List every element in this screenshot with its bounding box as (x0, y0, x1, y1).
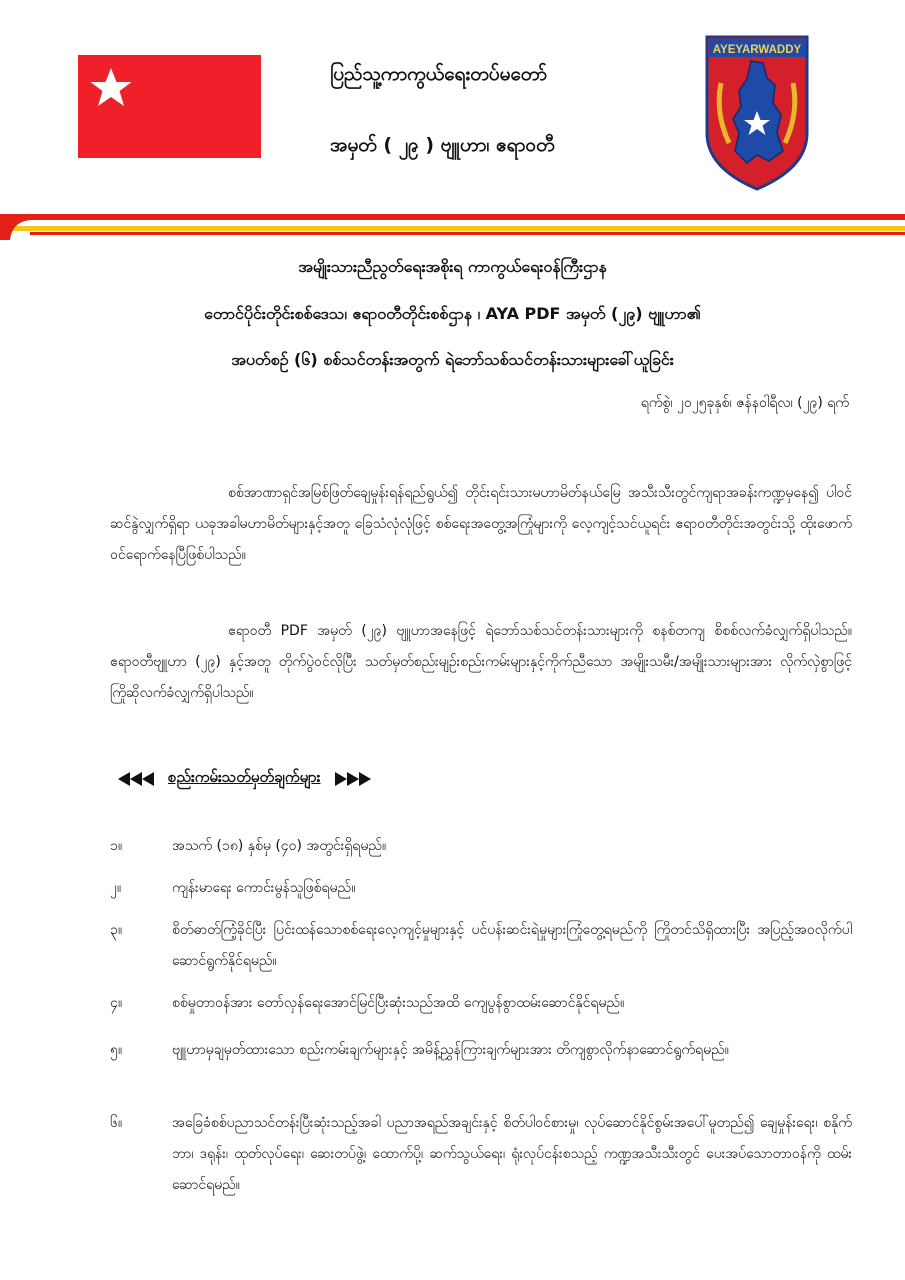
list-item (110, 1108, 852, 1201)
list-item (110, 831, 852, 862)
title-line-3: အပတ်စဉ် (၆) စစ်သင်တန်းအတွက် ရဲဘော်သစ်သင်တန်းသားများခေါ်ယူခြင်း (231, 350, 674, 369)
list-item-text: စစ်မှုတာဝန်အား တော်လှန်ရေးအောင်မြင်ပြီးဆုံးသည်အထိ ကျေပွန်စွာထမ်းဆောင်နိုင်ရမည်။ (172, 995, 625, 1011)
badge-text: AYEYARWADDY (712, 44, 802, 56)
document-date: ရက်စွဲ၊ ၂၀၂၅ခုနှစ်၊ ဇန်နဝါရီလ၊ (၂၉) ရက် (640, 395, 849, 411)
list-item (110, 988, 852, 1019)
double-left-arrow-icon (116, 771, 158, 787)
header-org-name: ပြည်သူ့ကာကွယ်ရေးတပ်မတော် (330, 63, 548, 85)
double-right-arrow-icon (331, 771, 373, 787)
list-item (110, 1035, 852, 1066)
intro-paragraph: စစ်အာဏာရှင်အမြစ်ဖြတ်ချေမှုန်းရန်ရည်ရွယ်၍ တိုင်းရင်းသားမဟာမိတ်နယ်မြေ အသီးသီးတွင်ကျရာအခန်းကဏ္ဍမှနေ၍ ပါဝင်ဆင်နွဲလျှက်ရှိရာ ယခုအခါမဟာမိတ်များနှင့်အတူ ခြေသံလုံလုံဖြင့် စစ်ရေးအတွေ့အကြုံများကို လေ့ကျင့်သင်ယူရင်း ဧရာဝတီတိုင်းအတွင်းသို့ ထိုးဖောက်ဝင်ရောက်နေပြီဖြစ်ပါသည်။ (110, 485, 852, 563)
list-item-number: ၅။ (110, 1042, 123, 1058)
header-stripe (0, 210, 905, 240)
list-item-number: ၂။ (110, 880, 122, 896)
rules-heading (116, 768, 373, 790)
ayeyarwaddy-badge (703, 33, 811, 193)
list-item-number: ၃။ (110, 922, 123, 938)
title-line-1: အမျိုးသားညီညွတ်ရေးအစိုးရ ကာကွယ်ရေးဝန်ကြီးဌာန (298, 257, 607, 276)
party-flag (78, 55, 261, 158)
list-item (110, 915, 852, 977)
white-star-icon (86, 63, 136, 113)
rules-title: စည်းကမ်းသတ်မှတ်ချက်များ (168, 768, 321, 786)
list-item-number: ၆။ (110, 1115, 123, 1131)
list-item-text: အသက် (၁၈) နှစ်မှ (၄၀) အတွင်းရှိရမည်။ (172, 838, 387, 854)
list-item-number: ၄။ (110, 995, 123, 1011)
list-item-text: ဗျူဟာမှချမှတ်ထားသော စည်းကမ်းချက်များနှင့် အမိန့်ညွှန်ကြားချက်များအား တိကျစွာလိုက်နာဆောင်ရွက်ရမည်။ (172, 1042, 729, 1058)
list-item-text: ကျန်းမာရေး ကောင်းမွန်သူဖြစ်ရမည်။ (172, 880, 356, 896)
list-item-text: အခြေခံစစ်ပညာသင်တန်းပြီးဆုံးသည့်အခါ ပညာအရည်အချင်းနှင့် စိတ်ပါဝင်စားမှု၊ လုပ်ဆောင်နိုင်စွမ်းအပေါ်မူတည်၍ ချေမှုန်းရေး၊ စနိုက်ဘာ၊ ဒရုန်း၊ ထုတ်လုပ်ရေး၊ ဆေးတပ်ဖွဲ့၊ ထောက်ပို့၊ ဆက်သွယ်ရေး၊ ရုံးလုပ်ငန်းစသည့် ကဏ္ဍအသီးသီးတွင် ပေးအပ်သောတာဝန်ကို ထမ်းဆောင်ရမည်။ (172, 1115, 852, 1193)
list-item-text: စိတ်ဓာတ်ကြံ့ခိုင်ပြီး ပြင်းထန်သောစစ်ရေးလေ့ကျင့်မှုများနှင့် ပင်ပန်းဆင်းရဲမှုများကြုံတွေ့ရမည်ကို ကြိုတင်သိရှိထားပြီး အပြည့်အဝလိုက်ပါဆောင်ရွက်နိုင်ရမည်။ (172, 922, 852, 969)
title-line-2: တောင်ပိုင်းတိုင်းစစ်ဒေသ၊ ဧရာဝတီတိုင်းစစ်ဌာန ၊ AYA PDF အမှတ် (၂၉) ဗျူဟာ၏ (204, 304, 701, 323)
list-item-number: ၁။ (110, 838, 123, 854)
recruitment-paragraph: ဧရာဝတီ PDF အမှတ် (၂၉) ဗျူဟာအနေဖြင့် ရဲဘော်သစ်သင်တန်းသားများကို စနစ်တကျ စိစစ်လက်ခံလျှက်ရှိပါသည်။ ဧရာဝတီဗျူဟာ (၂၉) နှင့်အတူ တိုက်ပွဲဝင်လိုပြီး သတ်မှတ်စည်းမျဥ်းစည်းကမ်းများနှင့်ကိုက်ညီသော အမျိုးသမီး/အမျိုးသားများအား လိုက်လှဲစွာဖြင့် ကြိုဆိုလက်ခံလျှက်ရှိပါသည်။ (110, 623, 852, 701)
header-battalion: အမှတ် ( ၂၉ ) ဗျူဟာ၊ ဧရာဝတီ (330, 134, 555, 156)
list-item (110, 873, 852, 904)
